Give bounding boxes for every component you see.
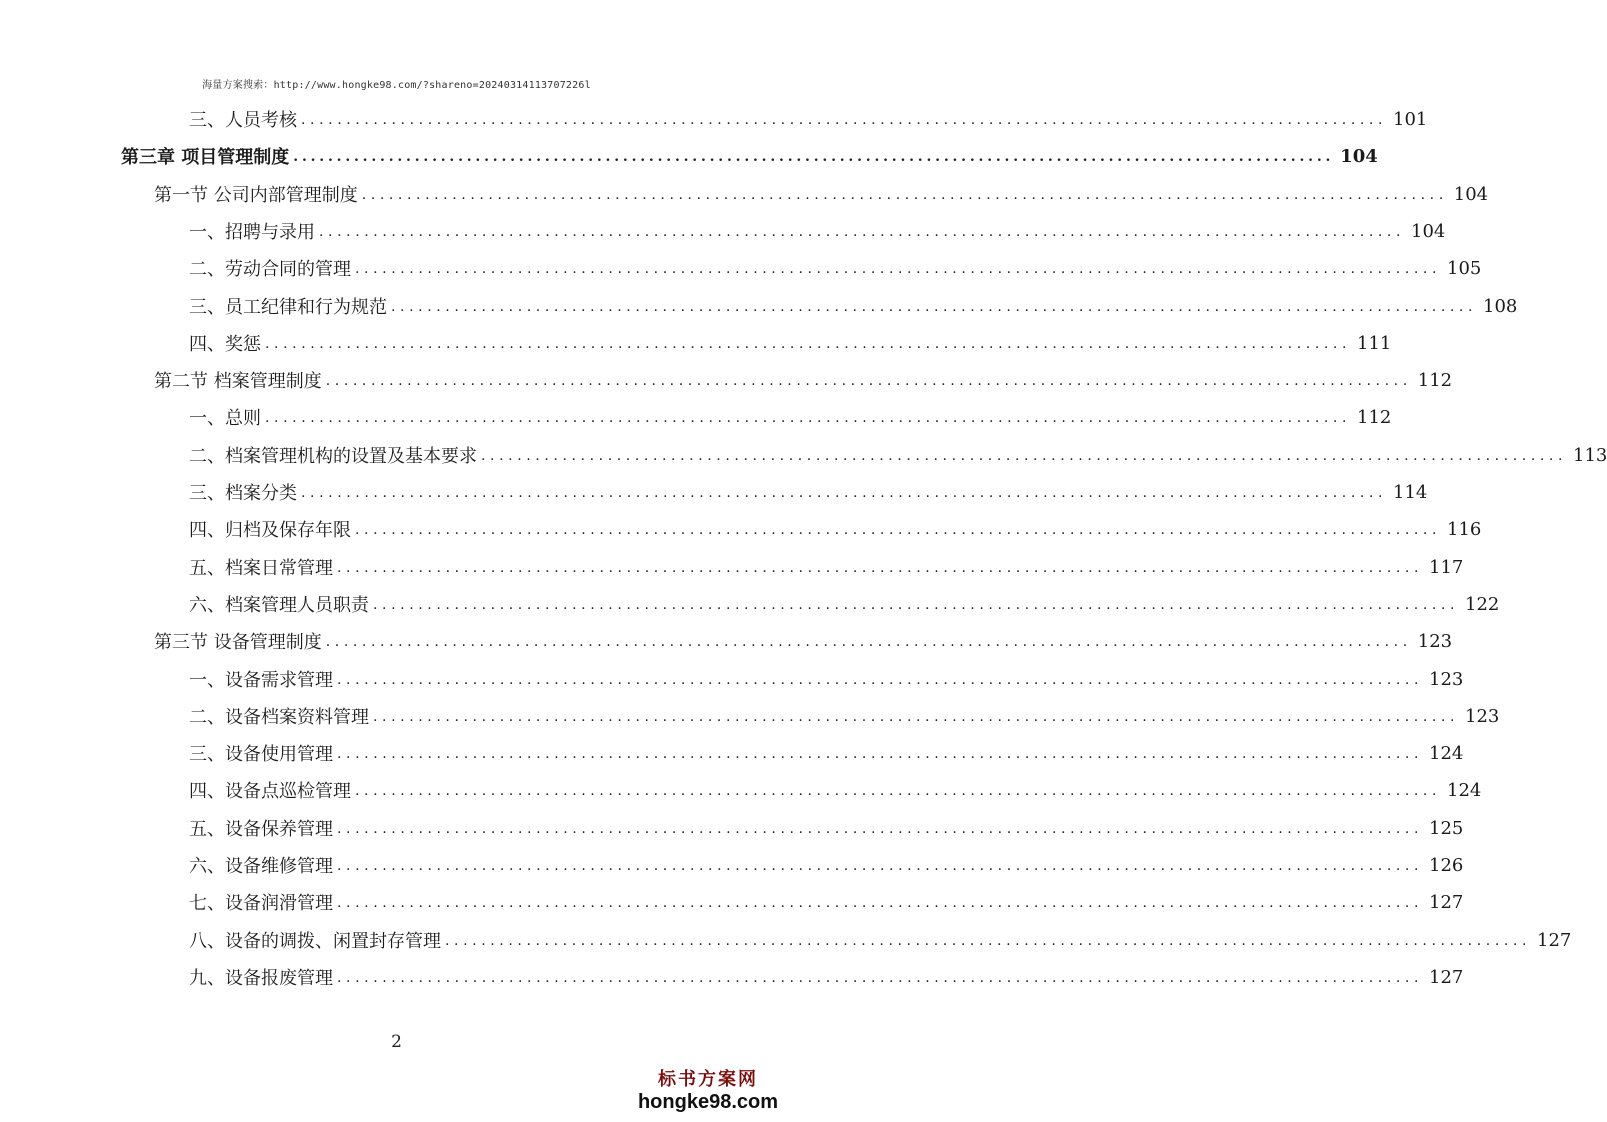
toc-dot-leader: ........................................................................................................................ xyxy=(337,858,1424,874)
toc-entry-page: 123 xyxy=(1429,668,1464,690)
toc-dot-leader: ........................................................................................................................ xyxy=(337,746,1424,762)
toc-dot-leader: ........................................................................................................................ xyxy=(337,895,1424,911)
toc-dot-leader: ........................................................................................................................ xyxy=(391,299,1478,315)
toc-item-entry[interactable] xyxy=(189,511,1482,547)
toc-entry-label: 三、档案分类 xyxy=(189,483,297,504)
toc-dot-leader: ........................................................................................................................ xyxy=(265,410,1352,426)
toc-item-entry[interactable] xyxy=(189,250,1482,286)
toc-dot-leader: ........................................................................................................................ xyxy=(445,933,1532,949)
toc-item-entry[interactable] xyxy=(189,735,1464,771)
toc-entry-label: 第一节 公司内部管理制度 xyxy=(154,185,358,206)
page-number: 2 xyxy=(391,1032,402,1052)
toc-entry-page: 104 xyxy=(1411,220,1446,242)
toc-entry-label: 六、档案管理人员职责 xyxy=(189,595,369,616)
toc-item-entry[interactable] xyxy=(189,101,1428,137)
toc-dot-leader: ........................................................................................................................ xyxy=(355,261,1442,277)
toc-item-entry[interactable] xyxy=(189,549,1464,585)
toc-item-entry[interactable] xyxy=(189,288,1518,324)
toc-dot-leader: ........................................................................................................................ xyxy=(301,485,1388,501)
toc-item-entry[interactable] xyxy=(189,884,1464,920)
toc-item-entry[interactable] xyxy=(189,922,1572,958)
toc-entry-page: 104 xyxy=(1340,145,1378,167)
toc-entry-label: 第二节 档案管理制度 xyxy=(154,371,322,392)
toc-entry-page: 105 xyxy=(1447,257,1482,279)
toc-entry-page: 108 xyxy=(1483,295,1518,317)
toc-item-entry[interactable] xyxy=(189,772,1482,808)
toc-dot-leader: ........................................................................................................................ xyxy=(373,597,1460,613)
watermark-logo xyxy=(633,1065,783,1114)
toc-entry-page: 125 xyxy=(1429,817,1464,839)
toc-dot-leader: ........................................................................................................................ xyxy=(337,560,1424,576)
toc-entry-label: 四、奖惩 xyxy=(189,334,261,355)
toc-entry-label: 六、设备维修管理 xyxy=(189,856,333,877)
toc-entry-label: 四、设备点巡检管理 xyxy=(189,781,351,802)
toc-entry-label: 二、劳动合同的管理 xyxy=(189,259,351,280)
toc-entry-page: 117 xyxy=(1429,556,1464,578)
toc-dot-leader: ........................................................................................................................ xyxy=(293,149,1335,165)
toc-item-entry[interactable] xyxy=(189,399,1392,435)
toc-entry-label: 三、人员考核 xyxy=(189,110,297,131)
toc-dot-leader: ........................................................................................................................ xyxy=(265,336,1352,352)
toc-dot-leader: ........................................................................................................................ xyxy=(337,672,1424,688)
toc-item-entry[interactable] xyxy=(189,959,1464,995)
toc-entry-page: 104 xyxy=(1453,183,1489,205)
toc-entry-page: 112 xyxy=(1357,406,1392,428)
toc-entry-label: 八、设备的调拨、闲置封存管理 xyxy=(189,931,441,952)
toc-dot-leader: ........................................................................................................................ xyxy=(325,373,1412,389)
toc-entry-label: 五、设备保养管理 xyxy=(189,819,333,840)
toc-section-entry[interactable] xyxy=(154,176,1489,212)
toc-entry-page: 114 xyxy=(1393,481,1428,503)
toc-chapter-entry[interactable] xyxy=(121,138,1378,174)
toc-dot-leader: ........................................................................................................................ xyxy=(355,522,1442,538)
toc-entry-label: 一、招聘与录用 xyxy=(189,222,315,243)
toc-item-entry[interactable] xyxy=(189,586,1500,622)
toc-dot-leader: ........................................................................................................................ xyxy=(361,187,1448,203)
toc-item-entry[interactable] xyxy=(189,661,1464,697)
toc-entry-page: 127 xyxy=(1429,966,1464,988)
toc-section-entry[interactable] xyxy=(154,623,1453,659)
toc-entry-label: 二、档案管理机构的设置及基本要求 xyxy=(189,446,477,467)
toc-dot-leader: ........................................................................................................................ xyxy=(325,634,1412,650)
page-header-url: 海量方案搜索：http://www.hongke98.com/?shareno=20240314113707226l xyxy=(202,80,591,91)
toc-item-entry[interactable] xyxy=(189,213,1446,249)
toc-entry-page: 101 xyxy=(1393,108,1428,130)
watermark-en-text: hongke98.com xyxy=(637,1091,779,1113)
toc-entry-page: 112 xyxy=(1417,369,1453,391)
toc-entry-label: 一、设备需求管理 xyxy=(189,670,333,691)
toc-entry-page: 123 xyxy=(1465,705,1500,727)
toc-entry-page: 122 xyxy=(1465,593,1500,615)
toc-entry-page: 111 xyxy=(1357,332,1392,354)
toc-item-entry[interactable] xyxy=(189,325,1392,361)
toc-entry-page: 127 xyxy=(1537,929,1572,951)
toc-entry-label: 九、设备报废管理 xyxy=(189,968,333,989)
toc-dot-leader: ........................................................................................................................ xyxy=(319,224,1406,240)
toc-item-entry[interactable] xyxy=(189,474,1428,510)
toc-item-entry[interactable] xyxy=(189,847,1464,883)
toc-entry-label: 三、设备使用管理 xyxy=(189,744,333,765)
toc-item-entry[interactable] xyxy=(189,698,1500,734)
toc-entry-label: 三、员工纪律和行为规范 xyxy=(189,297,387,318)
toc-entry-label: 第三章 项目管理制度 xyxy=(121,147,290,168)
toc-entry-label: 四、归档及保存年限 xyxy=(189,520,351,541)
toc-dot-leader: ........................................................................................................................ xyxy=(373,709,1460,725)
toc-dot-leader: ........................................................................................................................ xyxy=(355,783,1442,799)
toc-entry-label: 第三节 设备管理制度 xyxy=(154,632,322,653)
toc-item-entry[interactable] xyxy=(189,810,1464,846)
toc-entry-label: 七、设备润滑管理 xyxy=(189,893,333,914)
toc-entry-page: 124 xyxy=(1447,779,1482,801)
toc-entry-label: 二、设备档案资料管理 xyxy=(189,707,369,728)
toc-section-entry[interactable] xyxy=(154,362,1453,398)
toc-dot-leader: ........................................................................................................................ xyxy=(337,970,1424,986)
toc-dot-leader: ........................................................................................................................ xyxy=(337,821,1424,837)
toc-dot-leader: ........................................................................................................................ xyxy=(481,448,1568,464)
toc-entry-page: 113 xyxy=(1573,444,1607,466)
toc-entry-page: 124 xyxy=(1429,742,1464,764)
toc-dot-leader: ........................................................................................................................ xyxy=(301,112,1388,128)
toc-entry-label: 一、总则 xyxy=(189,408,261,429)
watermark-cn-text: 标书方案网 xyxy=(658,1069,758,1090)
toc-entry-page: 127 xyxy=(1429,891,1464,913)
toc-item-entry[interactable] xyxy=(189,437,1607,473)
toc-entry-page: 123 xyxy=(1417,630,1453,652)
toc-entry-page: 116 xyxy=(1447,518,1482,540)
toc-entry-page: 126 xyxy=(1429,854,1464,876)
toc-entry-label: 五、档案日常管理 xyxy=(189,558,333,579)
